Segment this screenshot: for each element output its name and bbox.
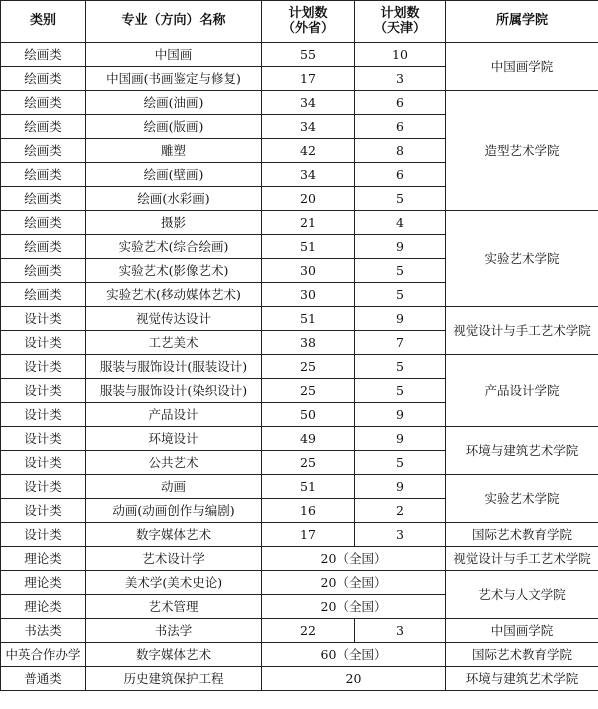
table-body xyxy=(1,43,598,691)
plan-tianjin-cell: 9 xyxy=(355,427,446,451)
major-cell: 服装与服饰设计(服装设计) xyxy=(86,355,262,379)
major-cell: 数字媒体艺术 xyxy=(86,643,262,667)
major-cell: 绘画(壁画) xyxy=(86,163,262,187)
plan-outside-cell: 51 xyxy=(262,235,355,259)
plan-outside-cell: 55 xyxy=(262,43,355,67)
major-cell: 绘画(油画) xyxy=(86,91,262,115)
plan-outside-cell: 51 xyxy=(262,307,355,331)
major-cell: 服装与服饰设计(染织设计) xyxy=(86,379,262,403)
college-cell: 环境与建筑艺术学院 xyxy=(446,667,598,691)
category-cell: 设计类 xyxy=(1,403,86,427)
category-cell: 绘画类 xyxy=(1,283,86,307)
plan-outside-cell: 25 xyxy=(262,355,355,379)
table-row xyxy=(1,355,598,379)
table-row xyxy=(1,475,598,499)
major-cell: 摄影 xyxy=(86,211,262,235)
college-cell: 实验艺术学院 xyxy=(446,211,598,307)
plan-combined-cell: 20（全国） xyxy=(262,595,446,619)
plan-tianjin-cell: 9 xyxy=(355,235,446,259)
header-row xyxy=(1,1,598,43)
plan-tianjin-cell: 5 xyxy=(355,451,446,475)
plan-tianjin-cell: 10 xyxy=(355,43,446,67)
category-cell: 书法类 xyxy=(1,619,86,643)
major-cell: 书法学 xyxy=(86,619,262,643)
plan-combined-cell: 20 xyxy=(262,667,446,691)
plan-tianjin-cell: 5 xyxy=(355,187,446,211)
plan-outside-cell: 30 xyxy=(262,283,355,307)
plan-tianjin-cell: 9 xyxy=(355,475,446,499)
category-cell: 设计类 xyxy=(1,355,86,379)
table-row xyxy=(1,91,598,115)
category-cell: 设计类 xyxy=(1,307,86,331)
plan-tianjin-cell: 9 xyxy=(355,403,446,427)
header-category: 类别 xyxy=(1,1,86,43)
category-cell: 中英合作办学 xyxy=(1,643,86,667)
plan-outside-cell: 21 xyxy=(262,211,355,235)
category-cell: 设计类 xyxy=(1,451,86,475)
header-major: 专业（方向）名称 xyxy=(86,1,262,43)
header-plan-outside-line1: 计划数 xyxy=(288,6,328,22)
major-cell: 艺术设计学 xyxy=(86,547,262,571)
college-cell: 国际艺术教育学院 xyxy=(446,523,598,547)
plan-tianjin-cell: 5 xyxy=(355,355,446,379)
plan-outside-cell: 16 xyxy=(262,499,355,523)
major-cell: 中国画(书画鉴定与修复) xyxy=(86,67,262,91)
plan-outside-cell: 17 xyxy=(262,523,355,547)
category-cell: 理论类 xyxy=(1,595,86,619)
plan-outside-cell: 20 xyxy=(262,187,355,211)
major-cell: 工艺美术 xyxy=(86,331,262,355)
category-cell: 绘画类 xyxy=(1,43,86,67)
major-cell: 绘画(版画) xyxy=(86,115,262,139)
plan-tianjin-cell: 8 xyxy=(355,139,446,163)
header-plan-outside xyxy=(262,1,355,43)
plan-outside-cell: 25 xyxy=(262,379,355,403)
category-cell: 设计类 xyxy=(1,379,86,403)
major-cell: 历史建筑保护工程 xyxy=(86,667,262,691)
category-cell: 设计类 xyxy=(1,523,86,547)
header-college: 所属学院 xyxy=(446,1,598,43)
table-row xyxy=(1,427,598,451)
plan-outside-cell: 34 xyxy=(262,163,355,187)
major-cell: 视觉传达设计 xyxy=(86,307,262,331)
college-cell: 产品设计学院 xyxy=(446,355,598,427)
category-cell: 绘画类 xyxy=(1,115,86,139)
header-plan-tianjin-line2: （天津） xyxy=(373,20,426,36)
category-cell: 理论类 xyxy=(1,547,86,571)
major-cell: 绘画(水彩画) xyxy=(86,187,262,211)
category-cell: 绘画类 xyxy=(1,91,86,115)
plan-tianjin-cell: 3 xyxy=(355,523,446,547)
plan-outside-cell: 51 xyxy=(262,475,355,499)
table-row xyxy=(1,667,598,691)
category-cell: 绘画类 xyxy=(1,259,86,283)
plan-tianjin-cell: 6 xyxy=(355,163,446,187)
major-cell: 雕塑 xyxy=(86,139,262,163)
category-cell: 绘画类 xyxy=(1,139,86,163)
plan-outside-cell: 17 xyxy=(262,67,355,91)
college-cell: 中国画学院 xyxy=(446,619,598,643)
plan-outside-cell: 34 xyxy=(262,91,355,115)
plan-tianjin-cell: 5 xyxy=(355,259,446,283)
category-cell: 设计类 xyxy=(1,331,86,355)
major-cell: 实验艺术(综合绘画) xyxy=(86,235,262,259)
category-cell: 绘画类 xyxy=(1,235,86,259)
college-cell: 视觉设计与手工艺术学院 xyxy=(446,547,598,571)
table-row xyxy=(1,307,598,331)
plan-combined-cell: 20（全国） xyxy=(262,547,446,571)
category-cell: 绘画类 xyxy=(1,67,86,91)
major-cell: 实验艺术(移动媒体艺术) xyxy=(86,283,262,307)
major-cell: 美术学(美术史论) xyxy=(86,571,262,595)
college-cell: 中国画学院 xyxy=(446,43,598,91)
header-plan-tianjin xyxy=(355,1,446,43)
major-cell: 环境设计 xyxy=(86,427,262,451)
table-row xyxy=(1,619,598,643)
major-cell: 中国画 xyxy=(86,43,262,67)
major-cell: 公共艺术 xyxy=(86,451,262,475)
major-cell: 动画 xyxy=(86,475,262,499)
plan-tianjin-cell: 9 xyxy=(355,307,446,331)
category-cell: 普通类 xyxy=(1,667,86,691)
category-cell: 设计类 xyxy=(1,499,86,523)
plan-outside-cell: 34 xyxy=(262,115,355,139)
major-cell: 产品设计 xyxy=(86,403,262,427)
plan-tianjin-cell: 3 xyxy=(355,67,446,91)
plan-tianjin-cell: 5 xyxy=(355,283,446,307)
major-cell: 实验艺术(影像艺术) xyxy=(86,259,262,283)
header-plan-outside-line2: （外省） xyxy=(281,20,334,36)
major-cell: 艺术管理 xyxy=(86,595,262,619)
college-cell: 视觉设计与手工艺术学院 xyxy=(446,307,598,355)
plan-tianjin-cell: 5 xyxy=(355,379,446,403)
plan-outside-cell: 22 xyxy=(262,619,355,643)
college-cell: 国际艺术教育学院 xyxy=(446,643,598,667)
category-cell: 绘画类 xyxy=(1,187,86,211)
plan-outside-cell: 30 xyxy=(262,259,355,283)
plan-tianjin-cell: 2 xyxy=(355,499,446,523)
category-cell: 理论类 xyxy=(1,571,86,595)
college-cell: 艺术与人文学院 xyxy=(446,571,598,619)
plan-tianjin-cell: 4 xyxy=(355,211,446,235)
plan-outside-cell: 42 xyxy=(262,139,355,163)
plan-combined-cell: 60（全国） xyxy=(262,643,446,667)
table-row xyxy=(1,643,598,667)
table-row xyxy=(1,547,598,571)
plan-outside-cell: 50 xyxy=(262,403,355,427)
major-cell: 动画(动画创作与编剧) xyxy=(86,499,262,523)
header-plan-tianjin-line1: 计划数 xyxy=(380,6,420,22)
plan-tianjin-cell: 7 xyxy=(355,331,446,355)
plan-combined-cell: 20（全国） xyxy=(262,571,446,595)
plan-tianjin-cell: 3 xyxy=(355,619,446,643)
college-cell: 环境与建筑艺术学院 xyxy=(446,427,598,475)
major-cell: 数字媒体艺术 xyxy=(86,523,262,547)
plan-outside-cell: 25 xyxy=(262,451,355,475)
category-cell: 绘画类 xyxy=(1,163,86,187)
table-row xyxy=(1,571,598,595)
table-row xyxy=(1,211,598,235)
table-row xyxy=(1,523,598,547)
college-cell: 造型艺术学院 xyxy=(446,91,598,211)
college-cell: 实验艺术学院 xyxy=(446,475,598,523)
category-cell: 设计类 xyxy=(1,427,86,451)
plan-outside-cell: 38 xyxy=(262,331,355,355)
category-cell: 绘画类 xyxy=(1,211,86,235)
category-cell: 设计类 xyxy=(1,475,86,499)
table-row xyxy=(1,43,598,67)
plan-tianjin-cell: 6 xyxy=(355,91,446,115)
plan-tianjin-cell: 6 xyxy=(355,115,446,139)
plan-outside-cell: 49 xyxy=(262,427,355,451)
